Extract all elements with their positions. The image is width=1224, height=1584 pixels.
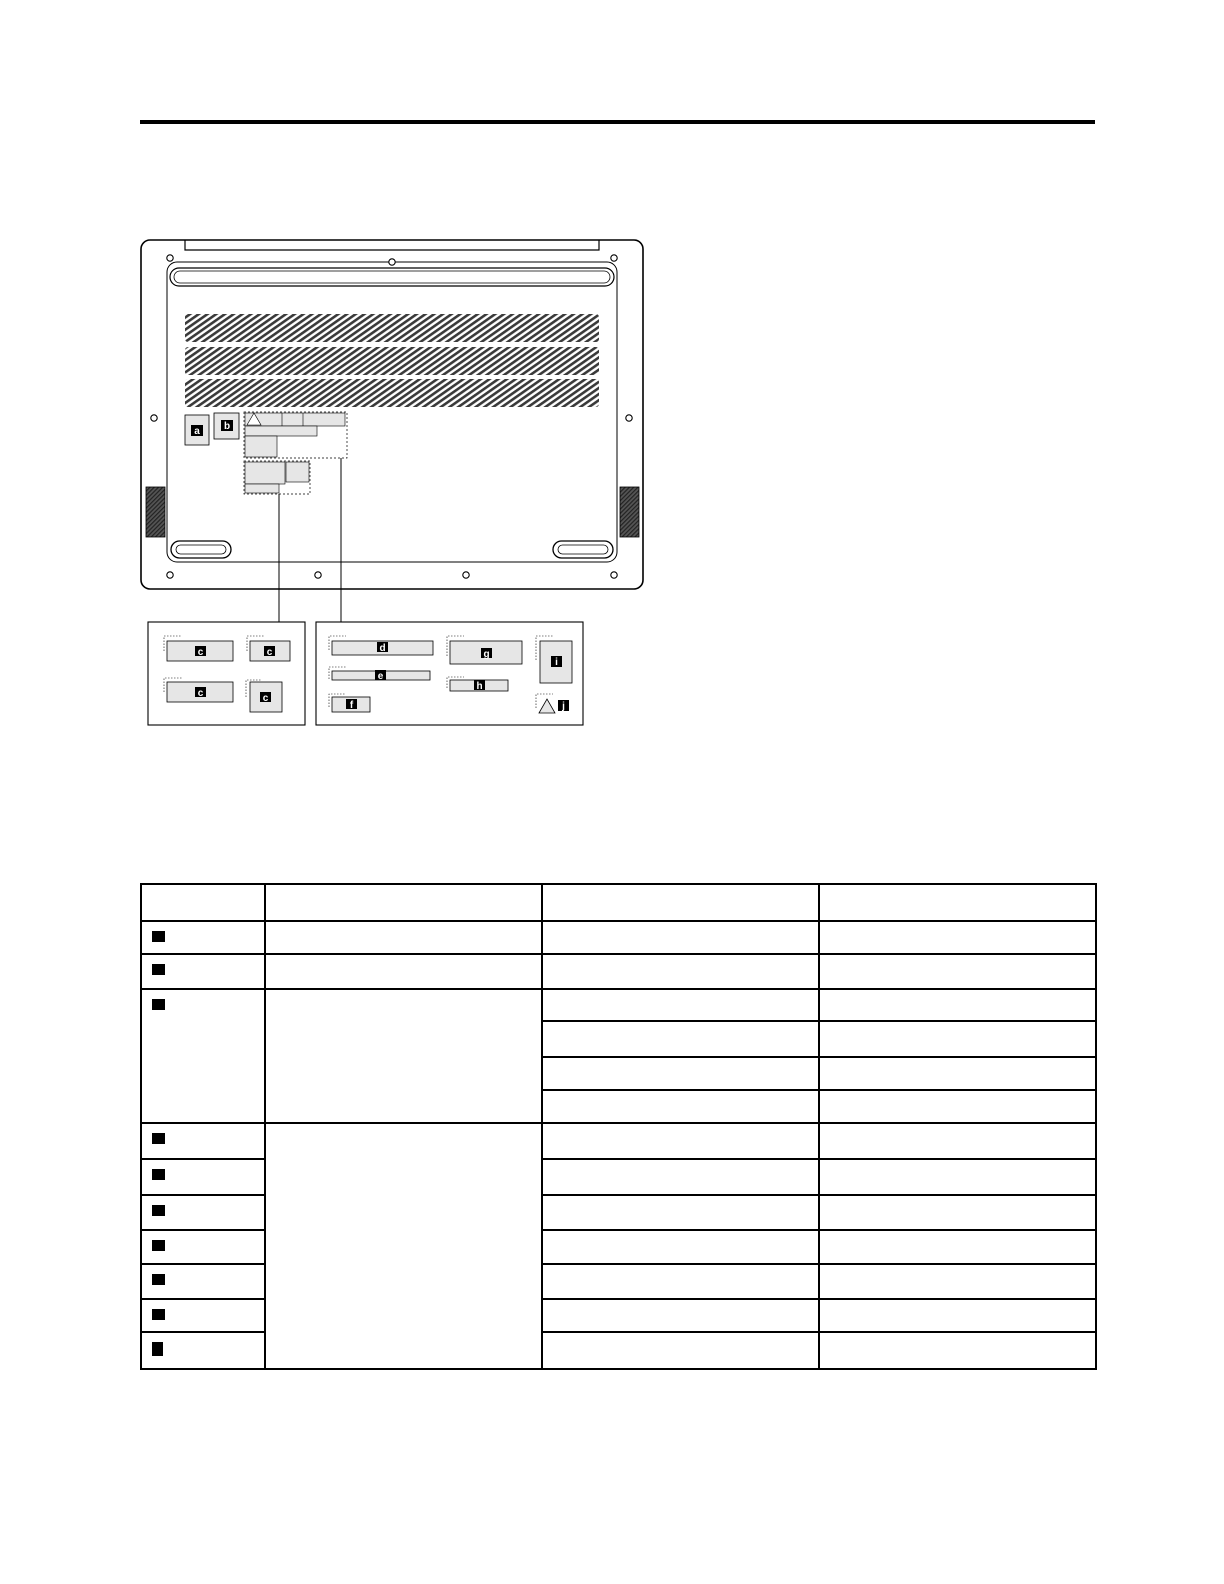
svg-text:a: a bbox=[194, 426, 200, 437]
svg-text:e: e bbox=[377, 671, 384, 682]
left-foot bbox=[146, 487, 165, 537]
laptop-bottom-label-diagram bbox=[0, 0, 1224, 760]
marker-j bbox=[152, 1342, 163, 1356]
detail-box-left bbox=[148, 622, 305, 725]
svg-text:f: f bbox=[349, 700, 354, 711]
label-f bbox=[332, 697, 370, 712]
svg-text:c: c bbox=[197, 647, 204, 658]
svg-text:c: c bbox=[262, 693, 269, 704]
label-description-table bbox=[140, 883, 1097, 1370]
svg-text:c: c bbox=[266, 647, 273, 658]
header-cell bbox=[141, 884, 265, 921]
cooling-vents bbox=[185, 314, 599, 407]
label-a bbox=[185, 415, 209, 445]
label-c-3 bbox=[167, 682, 233, 702]
table-row bbox=[141, 921, 1096, 954]
label-d bbox=[332, 641, 433, 655]
right-foot bbox=[620, 487, 639, 537]
label-b bbox=[214, 413, 239, 439]
marker-d bbox=[152, 1133, 165, 1144]
table-row bbox=[141, 989, 1096, 1021]
marker-g bbox=[152, 1240, 165, 1251]
marker-c bbox=[152, 999, 165, 1010]
label-c-4 bbox=[250, 682, 282, 712]
header-cell bbox=[265, 884, 542, 921]
table-row bbox=[141, 1123, 1096, 1159]
label-c-2 bbox=[250, 641, 290, 661]
label-e bbox=[332, 670, 430, 682]
label-i bbox=[540, 641, 572, 683]
svg-text:b: b bbox=[223, 421, 231, 432]
detail-box-right bbox=[316, 622, 583, 725]
svg-text:g: g bbox=[483, 649, 490, 660]
label-c-1 bbox=[167, 641, 233, 661]
marker-i bbox=[152, 1309, 165, 1320]
table-row bbox=[141, 954, 1096, 989]
label-g bbox=[450, 641, 522, 664]
table-header-row bbox=[141, 884, 1096, 921]
label-h bbox=[450, 680, 508, 692]
marker-f bbox=[152, 1205, 165, 1216]
header-cell bbox=[542, 884, 819, 921]
marker-e bbox=[152, 1169, 165, 1180]
svg-text:h: h bbox=[476, 681, 483, 692]
svg-text:c: c bbox=[197, 688, 204, 699]
marker-a bbox=[152, 931, 165, 942]
header-cell bbox=[819, 884, 1096, 921]
svg-text:j: j bbox=[562, 701, 565, 712]
svg-text:i: i bbox=[555, 657, 558, 668]
marker-b bbox=[152, 964, 165, 975]
marker-h bbox=[152, 1274, 165, 1285]
svg-text:d: d bbox=[379, 643, 386, 654]
